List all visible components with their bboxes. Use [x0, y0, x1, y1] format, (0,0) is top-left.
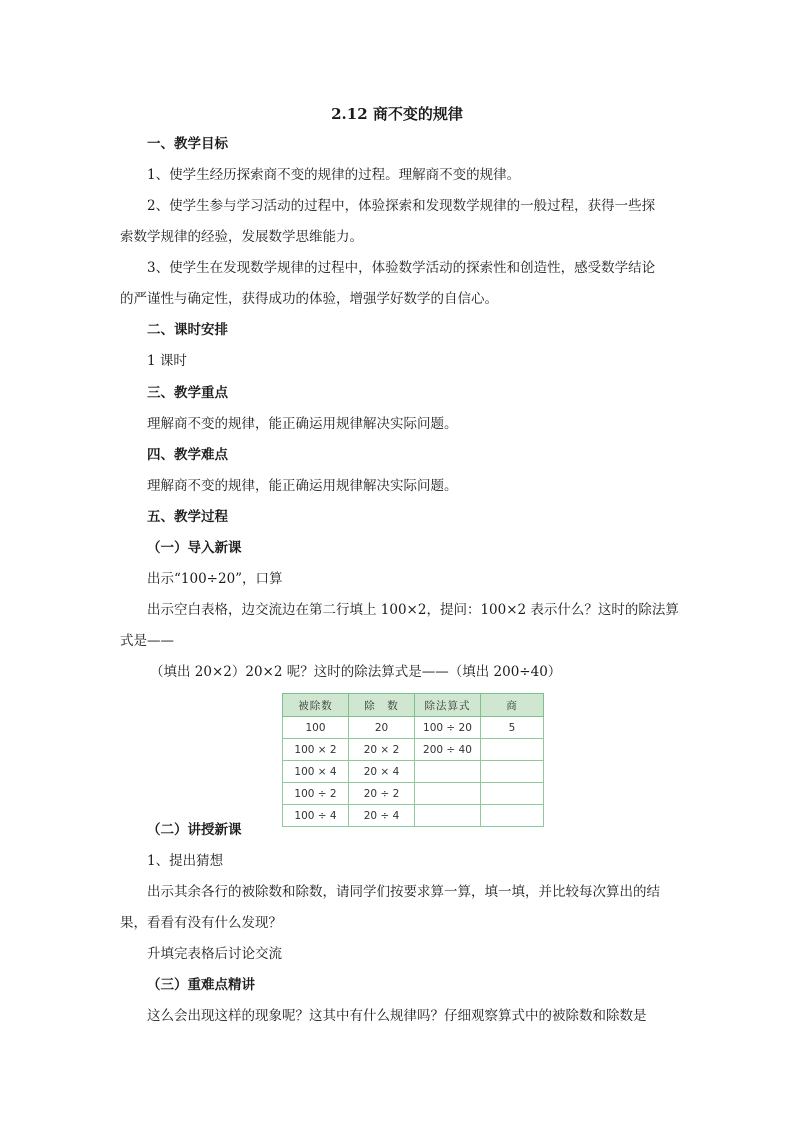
schedule-text: 1 课时: [147, 353, 187, 369]
teach-heading: （二）讲授新课: [147, 822, 242, 838]
table-cell: [415, 783, 481, 805]
table-cell: [481, 783, 544, 805]
table-cell: 5: [481, 717, 544, 739]
difficult-text: 理解商不变的规律，能正确运用规律解决实际问题。: [147, 478, 458, 494]
table-cell: 100 ÷ 4: [283, 805, 349, 827]
table-row: [283, 739, 544, 761]
intro-3: （填出 20×2）20×2 呢？这时的除法算式是——（填出 200÷40）: [150, 664, 562, 680]
table-cell: 100 ÷ 2: [283, 783, 349, 805]
key-heading: 三、教学重点: [147, 385, 228, 401]
difficult-heading: 四、教学难点: [147, 447, 228, 463]
teach-2-line-2: 果，看看有没有什么发现？: [120, 915, 282, 931]
table-cell: [481, 761, 544, 783]
goal-2-line-1: 2、使学生参与学习活动的过程中，体验探索和发现数学规律的一般过程，获得一些探: [147, 198, 656, 214]
table-cell-highlight: 200 ÷ 40: [415, 739, 481, 761]
goal-2-line-2: 索数学规律的经验，发展数学思维能力。: [120, 229, 363, 245]
table-cell: 100 ÷ 20: [415, 717, 481, 739]
table-row: [283, 717, 544, 739]
table-row: [283, 805, 544, 827]
goal-1: 1、使学生经历探索商不变的规律的过程。理解商不变的规律。: [147, 167, 521, 183]
table-cell: 100 × 4: [283, 761, 349, 783]
teach-2-line-1: 出示其余各行的被除数和除数，请同学们按要求算一算，填一填，并比较每次算出的结: [147, 884, 660, 900]
table-cell: 20: [349, 717, 415, 739]
table-header: 除法算式: [415, 694, 481, 717]
table-cell: [481, 805, 544, 827]
table-cell: 20 ÷ 2: [349, 783, 415, 805]
table-header: 被除数: [283, 694, 349, 717]
table-cell: 100: [283, 717, 349, 739]
teach-3: 升填完表格后讨论交流: [147, 946, 282, 962]
table-cell: 100 × 2: [283, 739, 349, 761]
table-cell: [415, 761, 481, 783]
table-header: 除 数: [349, 694, 415, 717]
intro-2-line-1: 出示空白表格，边交流边在第二行填上 100×2，提问：100×2 表示什么？这时的除法算: [147, 602, 679, 618]
goal-heading: 一、教学目标: [147, 136, 228, 152]
table-cell: [481, 739, 544, 761]
quotient-table: [282, 693, 544, 827]
process-heading: 五、教学过程: [147, 509, 228, 525]
focus-heading: （三）重难点精讲: [147, 977, 255, 993]
focus-1: 这么会出现这样的现象呢？这其中有什么规律吗？仔细观察算式中的被除数和除数是: [147, 1008, 647, 1024]
goal-3-line-1: 3、使学生在发现数学规律的过程中，体验数学活动的探索性和创造性，感受数学结论: [147, 260, 656, 276]
table-row: [283, 761, 544, 783]
intro-heading: （一）导入新课: [147, 540, 242, 556]
table-cell: 20 × 2: [349, 739, 415, 761]
teach-1: 1、提出猜想: [147, 853, 224, 869]
table-header: 商: [481, 694, 544, 717]
intro-2-line-2: 式是——: [120, 633, 174, 649]
schedule-heading: 二、课时安排: [147, 322, 228, 338]
table-cell: [415, 805, 481, 827]
table-row: [283, 783, 544, 805]
goal-3-line-2: 的严谨性与确定性，获得成功的体验，增强学好数学的自信心。: [120, 291, 498, 307]
table-cell: 20 × 4: [349, 761, 415, 783]
table-cell: 20 ÷ 4: [349, 805, 415, 827]
page-title: 2.12 商不变的规律: [331, 105, 463, 123]
intro-1: 出示“100÷20”，口算: [147, 571, 283, 587]
key-text: 理解商不变的规律，能正确运用规律解决实际问题。: [147, 416, 458, 432]
